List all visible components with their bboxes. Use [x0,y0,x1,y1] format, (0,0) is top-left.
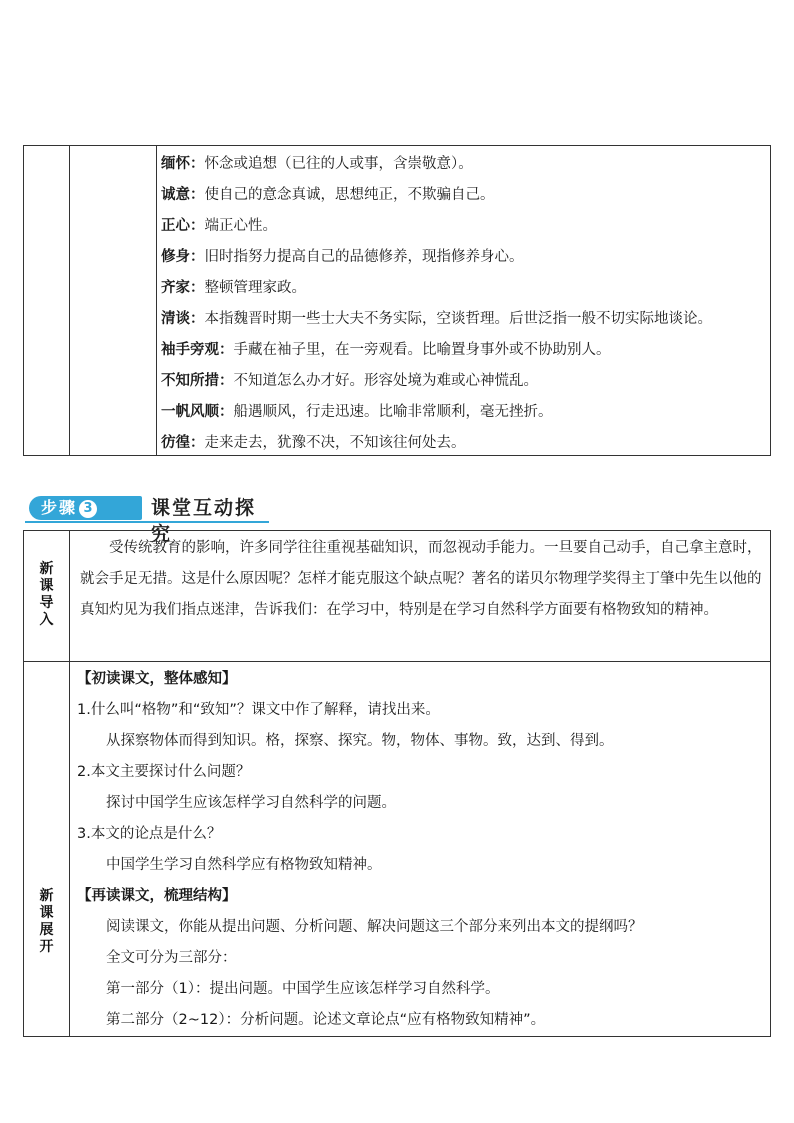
question-1: 1.什么叫“格物”和“致知”？课文中作了解释，请找出来。 [77,702,440,718]
step-header [25,495,275,545]
vocab-item [161,428,770,459]
label-char: 课 [39,578,54,594]
intro-section-label [24,561,69,629]
vocab-term: 修身： [161,249,205,265]
vocab-definition: 端正心性。 [204,218,277,234]
answer-3: 中国学生学习自然科学应有格物致知精神。 [106,857,382,873]
vocab-term: 不知所措： [161,373,234,389]
section-heading-structure: 【再读课文，梳理结构】 [77,888,237,904]
vocab-term: 袖手旁观： [161,342,234,358]
vocabulary-list [161,149,770,459]
vocab-definition: 本指魏晋时期一些士大夫不务实际，空谈哲理。后世泛指一般不切实际地谈论。 [204,311,712,327]
structure-summary: 全文可分为三部分： [106,950,237,966]
step-badge-label: 步骤 [41,498,78,517]
vocab-definition: 旧时指努力提高自己的品德修养，现指修养身心。 [204,249,524,265]
vocab-term: 清谈： [161,311,205,327]
structure-prompt: 阅读课文，你能从提出问题、分析问题、解决问题这三个部分来列出本文的提纲吗？ [106,919,643,935]
vocab-definition: 手藏在袖子里，在一旁观看。比喻置身事外或不协助别人。 [233,342,611,358]
vocab-definition: 走来走去，犹豫不决，不知该往何处去。 [204,435,466,451]
vocab-item [161,273,770,304]
vocab-item [161,211,770,242]
vocab-term: 彷徨： [161,435,205,451]
vocab-item [161,180,770,211]
step-underline [25,521,269,523]
label-char: 导 [39,595,54,611]
label-char: 入 [39,612,54,628]
structure-part-2: 第二部分（2~12）：分析问题。论述文章论点“应有格物致知精神”。 [106,1012,546,1028]
expand-content [77,664,766,1036]
vocab-item [161,242,770,273]
vocab-definition: 不知道怎么办才好。形容处境为难或心神慌乱。 [233,373,538,389]
structure-part-1: 第一部分（1）：提出问题。中国学生应该怎样学习自然科学。 [106,981,500,997]
label-char: 新 [39,561,54,577]
vocab-item [161,366,770,397]
question-3: 3.本文的论点是什么？ [77,826,222,842]
question-2: 2.本文主要探讨什么问题？ [77,764,251,780]
section-heading-first-reading: 【初读课文，整体感知】 [77,671,237,687]
answer-1: 从探察物体而得到知识。格，探察、探究。物，物体、事物。致，达到、得到。 [106,733,614,749]
vocab-item [161,397,770,428]
vocab-item [161,335,770,366]
label-char: 展 [39,922,54,938]
vocabulary-table-blank-col-2 [69,146,157,455]
expand-section-label [24,888,69,956]
step-badge [29,496,142,520]
vocab-definition: 整顿管理家政。 [204,280,306,296]
label-char: 开 [39,939,54,955]
vocab-term: 一帆风顺： [161,404,234,420]
lesson-table [23,530,771,1037]
vocab-item [161,149,770,180]
label-char: 新 [39,888,54,904]
vocab-definition: 船遇顺风，行走迅速。比喻非常顺利，毫无挫折。 [233,404,553,420]
vocab-term: 正心： [161,218,205,234]
vocab-term: 缅怀： [161,156,205,172]
vocab-definition: 怀念或追想（已往的人或事，含崇敬意）。 [204,156,473,172]
step-number: 3 [79,500,97,518]
label-char: 课 [39,905,54,921]
intro-paragraph: 受传统教育的影响，许多同学往往重视基础知识，而忽视动手能力。一旦要自己动手，自己拿主意时，就会手足无措。这是什么原因呢？怎样才能克服这个缺点呢？著名的诺贝尔物理学奖得主丁肇中先生以他的真知灼见为我们指点迷津，告诉我们：在学习中，特别是在学习自然科学方面要有格物致知的精神。 [80,540,762,618]
vocabulary-table [23,145,771,456]
step-title: 课堂互动探究 [151,497,257,545]
row-divider [24,661,770,662]
vocabulary-table-blank-col-1 [24,146,70,455]
vocab-term: 诚意： [161,187,205,203]
vocab-term: 齐家： [161,280,205,296]
label-column-divider [69,531,70,1036]
answer-2: 探讨中国学生应该怎样学习自然科学的问题。 [106,795,396,811]
vocab-item [161,304,770,335]
vocab-definition: 使自己的意念真诚，思想纯正，不欺骗自己。 [204,187,495,203]
